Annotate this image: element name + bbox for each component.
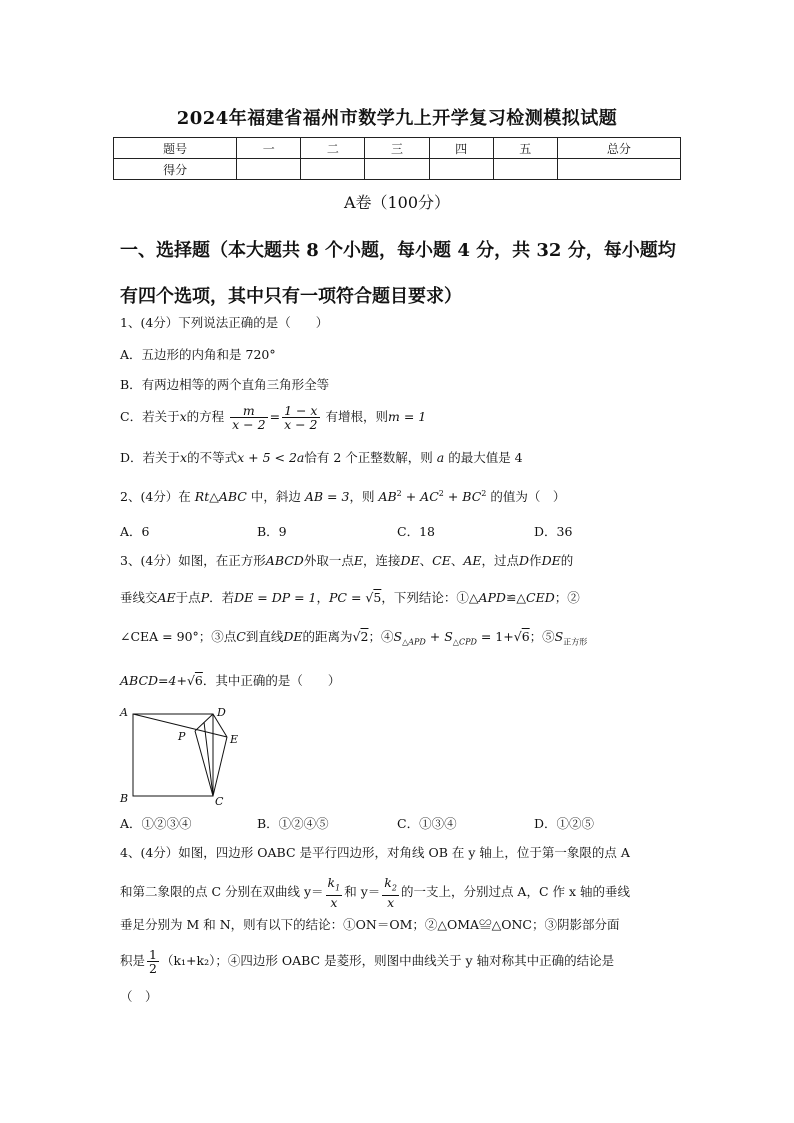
q2-stem-mid: 中，斜边 [250,489,301,505]
q2-stem-end: 的值为（ ） [490,489,566,505]
q3-option-c: C．①③④ [397,816,457,831]
q4-line3: 垂足分别为 M 和 N，则有以下的结论：①ON＝OM；②△OMA≌△ONC；③阴影部分面 [120,917,620,932]
q3-l1d: ，过点 [481,553,520,568]
q3-line2: 垂线交AE于点P．若DE = DP = 1，PC = √5，下列结论：①△APD≌△CED；② [120,590,580,605]
q1-option-a: A．五边形的内角和是 720° [120,347,276,362]
q3-l2a: 垂线交 [120,590,158,605]
q3-option-d: D．①②⑤ [534,816,595,831]
q1-d-mid: 的不等式 [187,450,238,465]
q4-line1: 4、(4分）如图，四边形 OABC 是平行四边形，对角线 OB 在 y 轴上，位于第一象限的点 A [120,845,630,860]
q1-c-pre: C．若关于 [120,409,180,424]
score-header-cell: 二 [301,138,365,159]
q3-l3g: 正方形 [563,637,588,647]
q3-l1a: 3、(4分）如图，在正方形 [120,553,266,568]
q2-option-d: D．36 [534,524,573,539]
score-header-cell: 一 [237,138,301,159]
q1-d-pre: D．若关于 [120,450,181,465]
q3-l2c: ．若 [209,590,235,605]
label-p: P [178,730,186,743]
q2-option-c: C．18 [397,524,435,539]
score-cell[interactable] [301,159,365,180]
q4-l2c: 的一支上，分别过点 A，C 作 x 轴的垂线 [400,883,630,899]
q3-l3f: ；⑤ [529,629,555,644]
q3-l2g: ≌△ [505,590,527,605]
score-header-cell: 五 [493,138,557,159]
q4-l4b: （k₁+k₂）；④四边形 OABC 是菱形，则图中曲线关于 y 轴对称其中正确的结论是 [160,953,615,968]
section-a-heading: A卷（100分） [343,193,451,212]
score-header-cell: 总分 [557,138,680,159]
score-cell[interactable] [493,159,557,180]
q1-option-d: D．若关于x的不等式x + 5 < 2a恰有 2 个正整数解，则 a 的最大值是 4 [120,450,523,465]
line-ce [213,737,227,796]
q3-l2b: 于点 [175,590,201,605]
q3-l3e: = 1+ [476,629,514,644]
q1-option-b: B．有两边相等的两个直角三角形全等 [120,377,330,392]
q4-line5: （ ） [120,989,158,1004]
score-header-cell: 题号 [114,138,237,159]
q2-stem-pre: 2、(4分）在 [120,489,191,505]
q4-l2b: 和 y＝ [344,883,381,899]
q1-d-inequality: x + 5 < 2a [237,450,305,465]
q4-line2 [120,876,630,909]
q3-l2e: PC = [329,590,366,605]
q3-line3: ∠CEA = 90°；③点C到直线DE的距离为√2；$④S_{\triangle APD} + S_{\triangle CPD} = 1+√6$；$⑤S_{正方形}$ [120,629,588,647]
q3-l4b: ．其中正确的是（ ） [202,673,341,688]
score-header-cell: 三 [365,138,429,159]
label-e: E [230,733,239,746]
q3-l3b: 到直线 [245,629,284,644]
q3-l1b: 外取一点 [303,553,354,568]
q1-option-c: C．若关于x的方程 $\frac{m}{x - 2}$ = $\frac{1 - x}{x - 2}$ 有增根，则m = 1 [120,403,427,432]
q1-stem: 1、(4分）下列说法正确的是（ ） [120,315,329,330]
q4-fraction-k2: $\frac{k_2}{x}$ [384,875,397,910]
exam-title: 2024年福建省福州市数学九上开学复习检测模拟试题 [176,108,618,129]
q1-c-fraction-left: $\frac{m}{x - 2}$ [232,403,266,432]
q2-option-b: B．9 [257,524,287,539]
label-a: A [120,706,128,719]
q1-d-post: 恰有 2 个正整数解，则 [304,450,433,465]
q2-option-a: A．6 [120,524,150,539]
part1-heading: 一、选择题（本大题共 8 个小题，每小题 4 分，共 32 分，每小题均有四个选项，其中只有一项符合题目要求） [120,240,676,307]
q3-l1f: 的 [560,553,574,568]
score-table-header-row [114,138,681,159]
q3-l4a: ABCD=4+ [120,673,187,688]
label-c: C [215,795,224,808]
q3-square-figure [116,704,256,808]
score-header-cell: 四 [429,138,493,159]
q4-fraction-k1: $\frac{k_1}{x}$ [327,875,341,910]
score-cell[interactable] [237,159,301,180]
score-cell[interactable] [557,159,680,180]
q3-l2d: DE = DP = 1 [234,590,317,605]
score-table-score-row [114,159,681,180]
square-abcd [133,714,213,796]
q2-stem: 2、(4分）在 Rt△ABC 中，斜边 AB = 3，则 $AB^2 + AC^2 + BC^2$ 的值为（ ） [120,489,566,505]
score-cell[interactable] [365,159,429,180]
q4-l4a: 积是 [120,953,146,968]
q1-c-fraction-right: $\frac{1 - x}{x - 2}$ [284,403,318,432]
q3-option-b: B．①②④⑤ [257,816,329,831]
q3-l1e: 作 [529,553,542,568]
q1-c-mid: 的方程 [186,409,225,424]
q3-l3a: ∠CEA = 90°；③点 [120,629,237,644]
score-table [113,137,681,180]
q4-line4 [120,948,614,975]
q1-d-end: 的最大值是 4 [448,450,523,465]
q3-line1: 3、(4分）如图，在正方形ABCD外取一点E，连接DE、CE、AE，过点D作DE的 [120,553,574,568]
q1-c-post: 有增根，则 [325,409,388,424]
score-row-label: 得分 [114,159,237,180]
q3-l3c: 的距离为 [302,629,353,644]
q1-c-end: m = 1 [388,409,427,424]
q3-option-a: A．①②③④ [120,816,192,831]
label-b: B [120,792,129,805]
q4-l2a: 和第二象限的点 C 分别在双曲线 y＝ [120,883,324,899]
q3-l1c: ，连接 [362,553,401,568]
label-d: D [217,706,226,719]
q3-l2f: ，下列结论：①△ [381,590,479,605]
q3-line4: ABCD=4+√6．其中正确的是（ ） [120,673,341,688]
q2-stem-ab: AB = 3 [304,489,350,505]
q2-stem-post: ，则 [349,489,375,505]
q3-l3d: ；④ [368,629,394,644]
q4-fraction-half: $\frac{1}{2}$ [149,947,157,976]
score-cell[interactable] [429,159,493,180]
line-pc [195,731,213,796]
q3-l2h: ；② [554,590,580,605]
